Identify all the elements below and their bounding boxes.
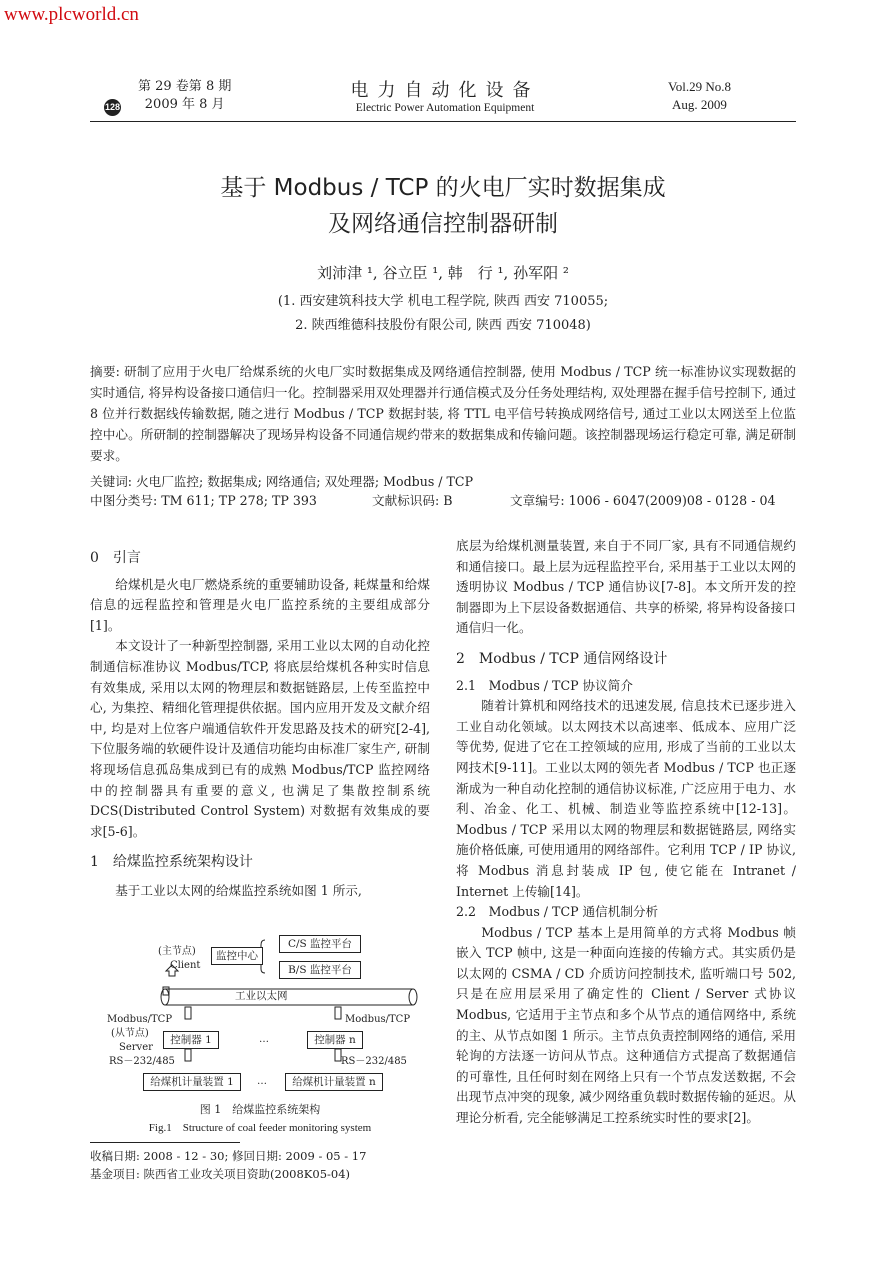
page-number-badge: 128: [104, 99, 121, 116]
slave-node-label: (从节点): [111, 1028, 149, 1039]
controller-1-box: 控制器 1: [163, 1031, 219, 1049]
author-list: 刘沛津 ¹, 谷立臣 ¹, 韩 行 ¹, 孙军阳 ²: [317, 264, 569, 282]
meter-n-box: 给煤机计量装置 n: [285, 1073, 383, 1091]
figure-caption-en: Fig.1 Structure of coal feeder monitoring system: [148, 1122, 372, 1134]
section-1-paragraph: 基于工业以太网的给煤监控系统如图 1 所示,: [115, 882, 362, 898]
rs485-left-label: RS－232/485: [109, 1056, 175, 1067]
figure-1: [95, 935, 425, 1135]
journal-name-en: Electric Power Automation Equipment: [355, 102, 535, 114]
title-line-2: 及网络通信控制器研制: [328, 211, 558, 237]
fund-project: 基金项目: 陕西省工业攻关项目资助(2008K05-04): [90, 1167, 351, 1181]
header-right: [668, 78, 731, 114]
section-1-heading: 1 给煤监控系统架构设计: [90, 854, 253, 871]
section-2-2-heading: 2.2 Modbus / TCP 通信机制分析: [456, 904, 659, 920]
affiliations: [90, 290, 796, 338]
intro-paragraph-2: 本文设计了一种新型控制器, 采用工业以太网的自动化控制通信标准协议 Modbus/TCP, 将底层给煤机各种实时信息有效集成, 采用以太网的物理层和数据链路层, 上传至监控中心, 为集控、精细化管理提供依据。国内应用开发及文献介绍中, 均是对上位客户端通信软件开发思路及技术的研究[2-4], 下位服务端的软硬件设计及通信功能均由标准厂家生产, 研制将现场信息孤岛集成到已有的成熟 Modbus/TCP 监控网络中的控制器具有重要的意义, 也满足了集散控制系统 DCS(Distributed Control System) 对数据有效集成的要求[5-6]。: [90, 638, 430, 839]
received-dates: 收稿日期: 2008 - 12 - 30; 修回日期: 2009 - 05 - 17: [90, 1149, 367, 1163]
client-label: Client: [170, 960, 201, 971]
clc-number: 中图分类号: TM 611; TP 278; TP 393: [90, 493, 317, 508]
date-en: Aug. 2009: [672, 97, 727, 112]
document-code: 文献标识码: B: [372, 493, 453, 508]
intro-paragraph-1: 给煤机是火电厂燃烧系统的重要辅助设备, 耗煤量和给煤信息的远程监控和管理是火电厂监控系统的主要组成部分[1]。: [90, 576, 430, 633]
modbus-right-label: Modbus/TCP: [345, 1014, 411, 1025]
section-2-heading: 2 Modbus / TCP 通信网络设计: [456, 650, 668, 667]
section-2-1-paragraph: 随着计算机和网络技术的迅速发展, 信息技术已逐步进入工业自动化领域。以太网技术以高速率、低成本、应用广泛等优势, 促进了它在工控领域的应用, 形成了当前的工业以太网技术[9-11]。工业以太网的领先者 Modbus / TCP 也正逐渐成为一种自动化控制的通信协议标准, 广泛应用于电力、水利、冶金、化工、机械、制造业等监控系统中[12-13]。Modbus / TCP 采用以太网的物理层和数据链路层, 网络实施价格低廉, 可使用通用的网络部件。它利用 TCP / IP 协议, 将 Modbus 消息封装成 IP 包, 使它能在 Intranet / Internet 上传输[14]。: [456, 698, 796, 899]
volume-issue-cn: 第 29 卷第 8 期: [138, 79, 232, 94]
right-column: [456, 536, 796, 1129]
section-2-1-heading: 2.1 Modbus / TCP 协议简介: [456, 677, 633, 693]
rs485-right-label: RS－232/485: [341, 1056, 407, 1067]
classification-line: [90, 490, 796, 509]
header-rule: [90, 121, 796, 122]
date-cn: 2009 年 8 月: [144, 97, 225, 112]
left-column: [90, 548, 430, 902]
title-line-1: 基于 Modbus / TCP 的火电厂实时数据集成: [220, 175, 666, 201]
figure-caption-cn: 图 1 给煤监控系统架构: [199, 1103, 321, 1116]
affiliation-2: 2. 陕西维德科技股份有限公司, 陕西 西安 710048): [295, 318, 591, 333]
affiliation-1: (1. 西安建筑科技大学 机电工程学院, 陕西 西安 710055;: [277, 294, 609, 309]
site-watermark: www.plcworld.cn: [4, 4, 139, 25]
header-center: [320, 76, 570, 114]
keywords: 关键词: 火电厂监控; 数据集成; 网络通信; 双处理器; Modbus / TCP: [90, 474, 474, 489]
paper-title: [90, 170, 796, 242]
meter-1-box: 给煤机计量装置 1: [143, 1073, 241, 1091]
server-label: Server: [119, 1042, 153, 1053]
footnote: [90, 1147, 366, 1183]
meter-ellipsis: …: [257, 1076, 267, 1087]
volume-issue-en: Vol.29 No.8: [668, 79, 731, 94]
master-node-label: (主节点): [158, 946, 196, 957]
abstract: 摘要: 研制了应用于火电厂给煤系统的火电厂实时数据集成及网络通信控制器, 使用 Modbus / TCP 统一标准协议实现数据的实时通信, 将异构设备接口通信归一化。控制器采用双处理器并行通信模式及分任务处理结构, 双处理器在握手信号控制下, 通过 8 位并行数据线传输数据, 随之进行 Modbus / TCP 数据封装, 将 TTL 电平信号转换成网络信号, 通过工业以太网送至上位监控中心。所研制的控制器解决了现场异构设备不同通信规约带来的数据集成和传输问题。该控制器现场运行稳定可靠, 满足研制要求。: [90, 364, 796, 463]
monitor-center-box: 监控中心: [211, 947, 263, 965]
controller-n-box: 控制器 n: [307, 1031, 363, 1049]
section-2-2-paragraph: Modbus / TCP 基本上是用简单的方式将 Modbus 帧嵌入 TCP 帧中, 这是一种面向连接的传输方式。其实质仍是以太网的 CSMA / CD 介质访问控制技术, 监听端口号 502, 只是在应用层采用了确定性的 Client / Server 式协议 Modbus, 它适用于主节点和多个从节点的通信网络中, 系统的主、从节点如图 1 所示。主节点负责控制网络的通信, 采用轮询的方法逐一访问从节点。这种通信方式提高了数据通信的可靠性, 且任何时刻在网络上只有一个节点发送数据, 不会出现节点冲突的现象, 减少网络重负载时数据传输的延迟。从理论分析看, 完全能够满足工控系统实时性的要求[2]。: [456, 924, 796, 1126]
header-left: [138, 78, 231, 114]
ethernet-label: 工业以太网: [235, 990, 288, 1002]
right-paragraph-0: 底层为给煤机测量装置, 来自于不同厂家, 具有不同通信规约和通信接口。最上层为远程监控平台, 采用基于工业以太网的透明协议 Modbus / TCP 通信协议[7-8]。本文所开发的控制器即为上下层设备数据通信、共享的桥梁, 将异构设备接口通信归一化。: [456, 538, 796, 636]
cs-platform-box: C/S 监控平台: [279, 935, 361, 953]
footnote-rule: [90, 1142, 240, 1143]
article-number: 文章编号: 1006 - 6047(2009)08 - 0128 - 04: [510, 493, 776, 508]
controller-ellipsis: …: [259, 1034, 269, 1045]
journal-name-cn: 电力自动化设备: [350, 80, 540, 101]
bs-platform-box: B/S 监控平台: [279, 961, 361, 979]
section-0-heading: 0 引言: [90, 550, 141, 566]
modbus-left-label: Modbus/TCP: [107, 1014, 173, 1025]
